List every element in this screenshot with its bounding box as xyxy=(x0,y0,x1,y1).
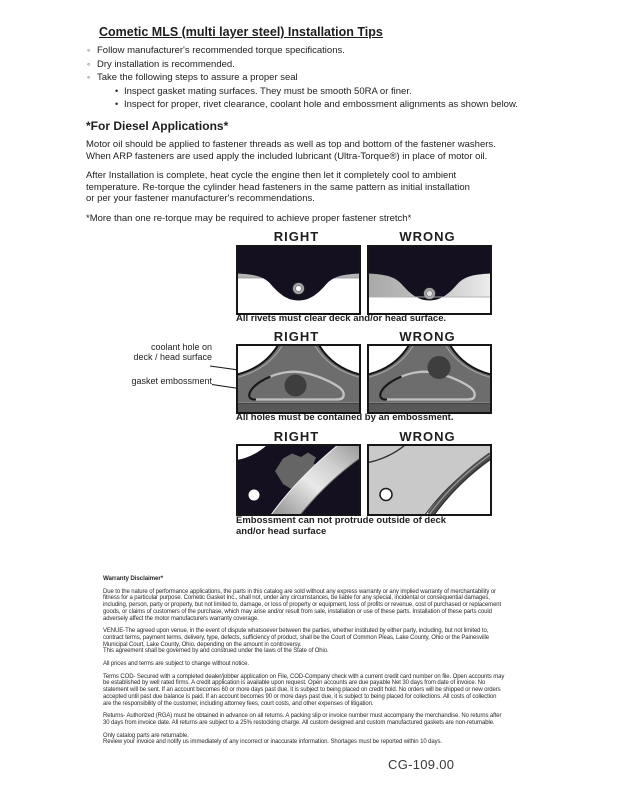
disclaimer-heading: Warranty Disclaimer* xyxy=(103,575,164,582)
diesel-heading: *For Diesel Applications* xyxy=(86,119,229,133)
disclaimer-paragraph: All prices and terms are subject to change without notice. xyxy=(103,661,249,668)
disclaimer-paragraph: VENUE-The agreed upon venue, in the event of dispute whatsoever between the parties, whether instituted by either party, including, but not limited to, contract terms, payment terms, delivery, type, defects, sufficiency of product, shall be the Court of Common Pleas, Lake County, Ohio or the Painesville Municipal Court, Lake County, Ohio, depending on the amount in controversy. This agreement shall be governed by and construed under the laws of the State of Ohio. xyxy=(103,628,489,655)
disclaimer-paragraph: Terms COD- Secured with a completed dealer/jobber application on File, COD-Company check with a current credit card number on file. Open accounts may be established by well rated firms. A credit application is available upon request. Open accounts are due payable Net 30 days from date of invoice. No statement will be sent. If an account becomes 60 or more days past due, it is subject to being placed on credit hold. No orders will be shipped or new orders accepted until past due balance is paid. If an account becomes 90 or more days past due, it is subject to being placed for collections. All costs of collection are the responsibility of the customer, including attorney fees, court costs, and other expenses of litigation. xyxy=(103,673,505,707)
figure2-right-label: RIGHT xyxy=(273,329,320,344)
bolt-hole xyxy=(249,490,260,501)
warranty-disclaimer xyxy=(103,576,573,752)
figure1-right-box xyxy=(236,245,361,315)
paragraph xyxy=(86,139,566,162)
callout-line: coolant hole on xyxy=(150,342,212,352)
figure1-caption: All rivets must clear deck and/or head surface. xyxy=(236,313,447,324)
figure3-wrong-box xyxy=(367,444,492,516)
caption-line: Embossment can not protrude outside of deck xyxy=(236,515,447,526)
list-item: ◦ Dry installation is recommended. xyxy=(88,58,558,72)
list-subitem: • Inspect for proper, rivet clearance, coolant hole and embossment alignments as shown below. xyxy=(115,98,558,112)
figure2-wrong-box xyxy=(367,344,492,414)
page-number: CG-109.00 xyxy=(388,757,455,772)
disclaimer-paragraph: Due to the nature of performance applications, the parts in this catalog are sold without any express warranty or any implied warranty of merchantability or fitness for a particular purpose. Cometic Gasket Inc., shall not, under any circumstances, be liable for any special, incidental or consequential damages, including, person, party or property, but not limited to, damage, or loss of property or equipment, loss of profits or revenue, cost of purchased or replacement goods, or claims of customers of the purchase, which may arise and/or result from sale, installation or use of these parts. Installation of these parts could adversely affect the motor manufacturers warranty coverage. xyxy=(103,588,502,622)
figure3-right-label: RIGHT xyxy=(273,429,320,444)
figure1-wrong-label: WRONG xyxy=(399,229,456,244)
list-subitem: • Inspect gasket mating surfaces. They must be smooth 50RA or finer. xyxy=(115,85,558,99)
paragraph xyxy=(86,170,566,205)
disclaimer-paragraph: Returns- Authorized (RGA) must be obtained in advance on all returns. A packing slip or invoice number must accompany the merchandise. No returns after 30 days from invoice date. All returns are subject to a 25% restocking charge. All custom designed and custom manufactured gaskets are non-returnable. xyxy=(103,713,502,726)
embossment-inside-deck-diagram xyxy=(238,446,359,514)
bolt-hole xyxy=(380,489,392,501)
text-line: Motor oil should be applied to fastener threads as well as top and bottom of the fastener washers. xyxy=(86,139,496,150)
figure2-caption: All holes must be contained by an embossment. xyxy=(236,412,454,423)
page-title: Cometic MLS (multi layer steel) Installation Tips xyxy=(99,25,383,39)
coolant-hole xyxy=(285,375,307,397)
hole-contained-diagram xyxy=(238,346,359,412)
figure2-right-box xyxy=(236,344,361,414)
figure3-wrong-label: WRONG xyxy=(399,429,456,444)
text-line: or per your fastener manufacturer's recommendations. xyxy=(86,193,315,205)
figure1-right-label: RIGHT xyxy=(273,229,320,244)
text-line: temperature. Re-torque the cylinder head fasteners in the same pattern as initial installation xyxy=(86,181,470,193)
installation-tips-list xyxy=(88,44,558,112)
diesel-section xyxy=(86,119,566,233)
gasket-embossment-callout: gasket embossment xyxy=(131,376,212,386)
rivet-hits-deck-diagram xyxy=(369,247,490,313)
disclaimer-paragraph: Only catalog parts are returnable. Review your invoice and notify us immediately of any incorrect or inaccurate information. Shortages must be reported within 10 days. xyxy=(103,732,442,746)
list-item: ◦ Take the following steps to assure a proper seal xyxy=(88,71,558,85)
text-line: When ARP fasteners are used apply the included lubricant (Ultra-Torque®) in place of motor oil. xyxy=(86,150,488,162)
embossment-protrudes-diagram xyxy=(369,446,490,514)
figure1-wrong-box xyxy=(367,245,492,315)
rivet-clears-deck-diagram xyxy=(238,247,359,313)
callout-line: deck / head surface xyxy=(133,352,212,362)
figure3-caption xyxy=(236,515,466,537)
hole-not-contained-diagram xyxy=(369,346,490,412)
list-item: ◦ Follow manufacturer's recommended torque specifications. xyxy=(88,44,558,58)
coolant-hole xyxy=(428,356,451,379)
paragraph: *More than one re-torque may be required to achieve proper fastener stretch* xyxy=(86,212,412,224)
figure3-right-box xyxy=(236,444,361,516)
caption-line: and/or head surface xyxy=(236,526,327,537)
text-line: After Installation is complete, heat cycle the engine then let it completely cool to ambient xyxy=(86,170,457,182)
figure2-wrong-label: WRONG xyxy=(399,329,456,344)
